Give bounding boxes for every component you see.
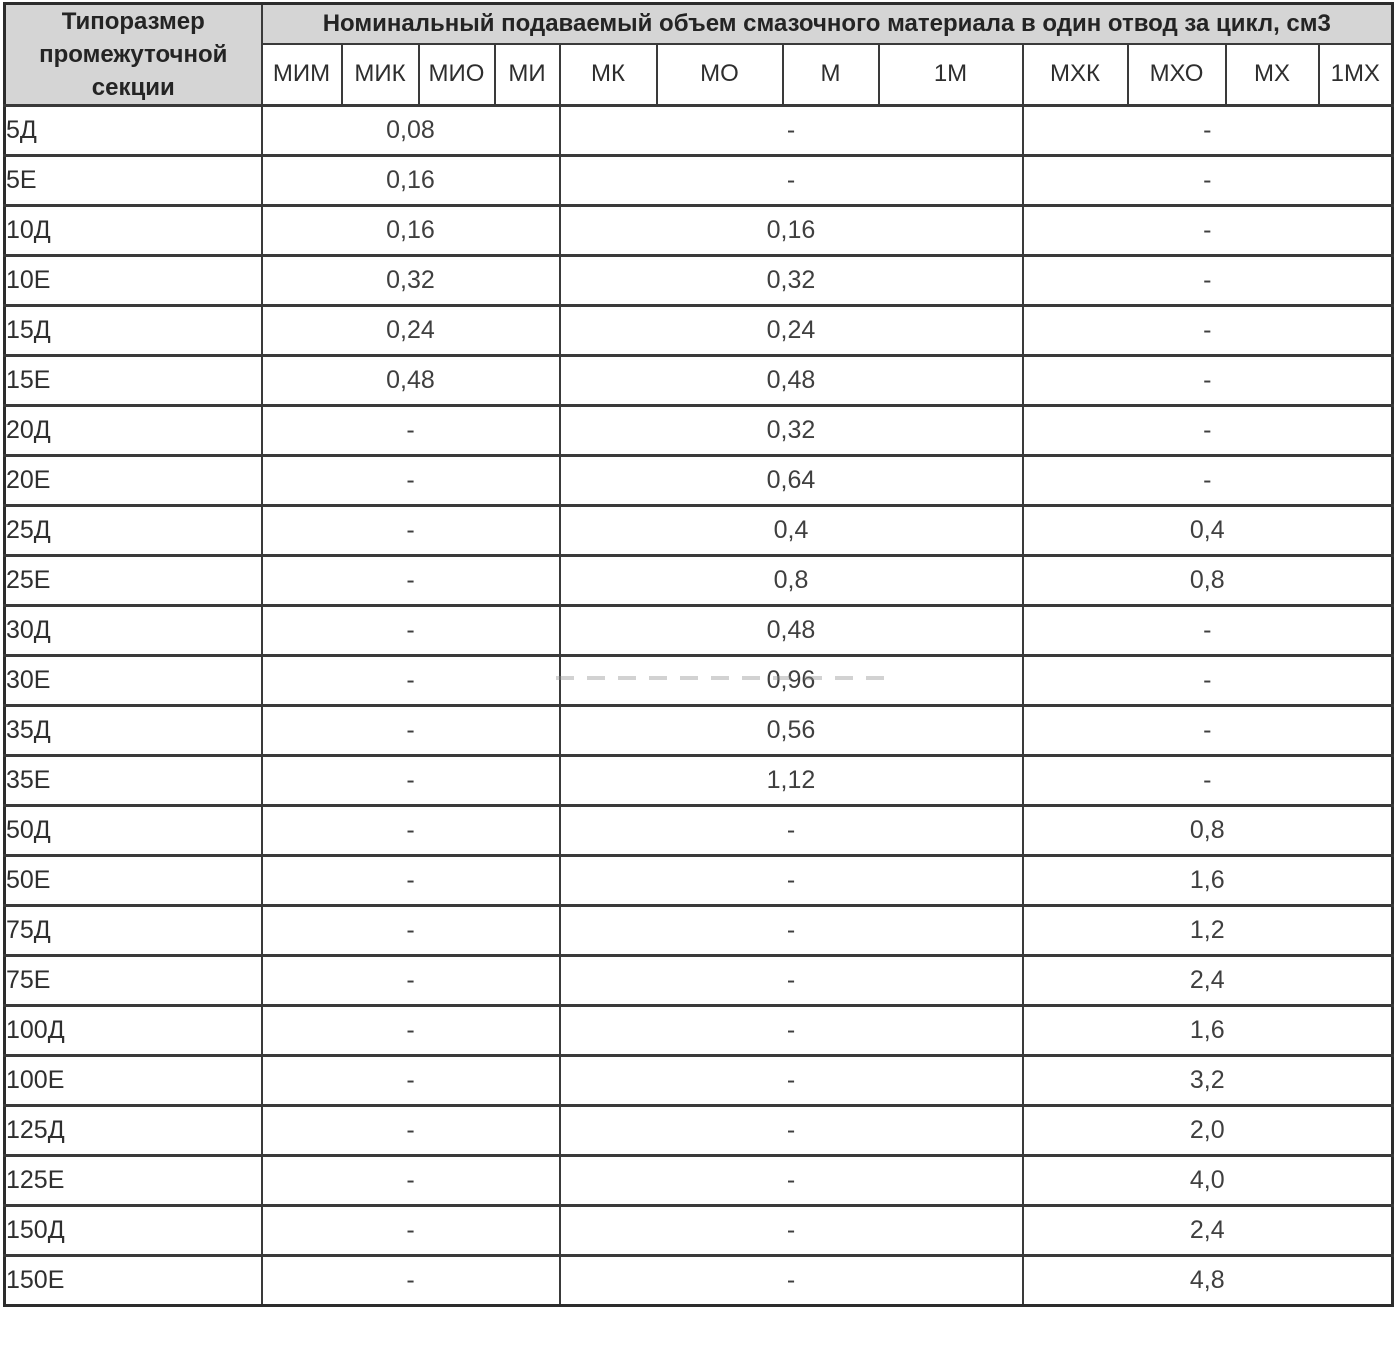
col-header-mho: МХО bbox=[1128, 44, 1226, 106]
table-row bbox=[5, 1206, 1393, 1256]
row-label: 15Д bbox=[5, 306, 262, 356]
value-cell-group3: - bbox=[1023, 106, 1393, 156]
value-cell-group2: - bbox=[560, 906, 1023, 956]
value-cell-group3: - bbox=[1023, 156, 1393, 206]
row-label: 35Е bbox=[5, 756, 262, 806]
value-cell-group1: 0,24 bbox=[262, 306, 560, 356]
value-cell-group2: 0,32 bbox=[560, 406, 1023, 456]
value-cell-group2: - bbox=[560, 806, 1023, 856]
row-label: 5Д bbox=[5, 106, 262, 156]
value-cell-group1: - bbox=[262, 1006, 560, 1056]
value-cell-group3: - bbox=[1023, 706, 1393, 756]
value-cell-group3: - bbox=[1023, 306, 1393, 356]
value-cell-group1: - bbox=[262, 406, 560, 456]
table-row bbox=[5, 1056, 1393, 1106]
table-row bbox=[5, 956, 1393, 1006]
value-cell-group1: - bbox=[262, 456, 560, 506]
value-cell-group1: 0,16 bbox=[262, 206, 560, 256]
value-cell-group3: 0,8 bbox=[1023, 806, 1393, 856]
col-header-mh: МХ bbox=[1226, 44, 1319, 106]
table-row bbox=[5, 656, 1393, 706]
row-label: 20Д bbox=[5, 406, 262, 456]
value-cell-group2: 0,56 bbox=[560, 706, 1023, 756]
value-cell-group1: - bbox=[262, 556, 560, 606]
value-cell-group2: - bbox=[560, 956, 1023, 1006]
value-cell-group1: - bbox=[262, 606, 560, 656]
value-cell-group1: - bbox=[262, 1256, 560, 1306]
col-header-mhk: МХК bbox=[1023, 44, 1128, 106]
lubricant-volume-table bbox=[3, 2, 1394, 1307]
col-header-mk: МК bbox=[560, 44, 657, 106]
value-cell-group1: 0,48 bbox=[262, 356, 560, 406]
row-label: 50Д bbox=[5, 806, 262, 856]
value-cell-group3: 4,0 bbox=[1023, 1156, 1393, 1206]
col-header-mo: МО bbox=[657, 44, 783, 106]
value-cell-group1: - bbox=[262, 656, 560, 706]
table-row bbox=[5, 406, 1393, 456]
spec-table-container bbox=[3, 2, 1394, 1307]
row-label: 30Д bbox=[5, 606, 262, 656]
value-cell-group2: - bbox=[560, 106, 1023, 156]
value-cell-group2: 0,16 bbox=[560, 206, 1023, 256]
row-label: 25Е bbox=[5, 556, 262, 606]
table-row bbox=[5, 456, 1393, 506]
value-cell-group2: - bbox=[560, 156, 1023, 206]
value-cell-group3: 3,2 bbox=[1023, 1056, 1393, 1106]
row-label: 100Е bbox=[5, 1056, 262, 1106]
col-header-mi: МИ bbox=[495, 44, 560, 106]
value-cell-group2: 0,8 bbox=[560, 556, 1023, 606]
value-cell-group1: - bbox=[262, 1156, 560, 1206]
row-label: 100Д bbox=[5, 1006, 262, 1056]
value-cell-group1: - bbox=[262, 956, 560, 1006]
value-cell-group2: 0,96 bbox=[560, 656, 1023, 706]
value-cell-group2: 0,48 bbox=[560, 356, 1023, 406]
table-row bbox=[5, 756, 1393, 806]
value-cell-group3: 1,2 bbox=[1023, 906, 1393, 956]
table-row bbox=[5, 1156, 1393, 1206]
col-header-mim: МИМ bbox=[262, 44, 342, 106]
table-row bbox=[5, 356, 1393, 406]
table-row bbox=[5, 556, 1393, 606]
value-cell-group3: - bbox=[1023, 656, 1393, 706]
row-label: 20Е bbox=[5, 456, 262, 506]
col-header-mio: МИО bbox=[419, 44, 495, 106]
row-label: 5Е bbox=[5, 156, 262, 206]
row-label: 30Е bbox=[5, 656, 262, 706]
value-cell-group2: 0,64 bbox=[560, 456, 1023, 506]
table-row bbox=[5, 206, 1393, 256]
table-row bbox=[5, 506, 1393, 556]
value-cell-group1: - bbox=[262, 806, 560, 856]
value-cell-group1: - bbox=[262, 1056, 560, 1106]
value-cell-group2: - bbox=[560, 1106, 1023, 1156]
table-row bbox=[5, 106, 1393, 156]
value-cell-group3: 1,6 bbox=[1023, 1006, 1393, 1056]
table-row bbox=[5, 706, 1393, 756]
value-cell-group2: - bbox=[560, 856, 1023, 906]
table-row bbox=[5, 906, 1393, 956]
row-label: 10Е bbox=[5, 256, 262, 306]
value-cell-group2: 0,32 bbox=[560, 256, 1023, 306]
col-header-mik: МИК bbox=[342, 44, 419, 106]
table-row bbox=[5, 306, 1393, 356]
row-label: 50Е bbox=[5, 856, 262, 906]
table-row bbox=[5, 256, 1393, 306]
value-cell-group1: - bbox=[262, 756, 560, 806]
value-cell-group1: - bbox=[262, 506, 560, 556]
table-row bbox=[5, 1256, 1393, 1306]
value-cell-group1: - bbox=[262, 1106, 560, 1156]
value-cell-group1: 0,08 bbox=[262, 106, 560, 156]
value-cell-group3: 1,6 bbox=[1023, 856, 1393, 906]
table-row bbox=[5, 1006, 1393, 1056]
value-cell-group2: - bbox=[560, 1256, 1023, 1306]
table-title: Номинальный подаваемый объем смазочного материала в один отвод за цикл, см3 bbox=[262, 4, 1393, 44]
value-cell-group1: 0,32 bbox=[262, 256, 560, 306]
value-cell-group1: 0,16 bbox=[262, 156, 560, 206]
value-cell-group3: - bbox=[1023, 206, 1393, 256]
value-cell-group1: - bbox=[262, 706, 560, 756]
table-row bbox=[5, 806, 1393, 856]
value-cell-group1: - bbox=[262, 906, 560, 956]
value-cell-group1: - bbox=[262, 1206, 560, 1256]
value-cell-group3: - bbox=[1023, 356, 1393, 406]
col-header-1m: 1М bbox=[879, 44, 1023, 106]
row-label: 15Е bbox=[5, 356, 262, 406]
value-cell-group2: - bbox=[560, 1206, 1023, 1256]
value-cell-group2: 0,24 bbox=[560, 306, 1023, 356]
header-row-title bbox=[5, 4, 1393, 44]
col-header-1mh: 1МХ bbox=[1319, 44, 1393, 106]
table-row bbox=[5, 1106, 1393, 1156]
row-label: 75Е bbox=[5, 956, 262, 1006]
value-cell-group2: 0,4 bbox=[560, 506, 1023, 556]
table-row bbox=[5, 856, 1393, 906]
table-row bbox=[5, 156, 1393, 206]
value-cell-group1: - bbox=[262, 856, 560, 906]
value-cell-group2: 1,12 bbox=[560, 756, 1023, 806]
value-cell-group3: - bbox=[1023, 456, 1393, 506]
value-cell-group2: 0,48 bbox=[560, 606, 1023, 656]
value-cell-group2: - bbox=[560, 1006, 1023, 1056]
value-cell-group3: 0,8 bbox=[1023, 556, 1393, 606]
value-cell-group3: - bbox=[1023, 256, 1393, 306]
row-label: 125Е bbox=[5, 1156, 262, 1206]
value-cell-group3: 0,4 bbox=[1023, 506, 1393, 556]
row-label: 25Д bbox=[5, 506, 262, 556]
value-cell-group3: 2,0 bbox=[1023, 1106, 1393, 1156]
value-cell-group3: 2,4 bbox=[1023, 1206, 1393, 1256]
row-label: 75Д bbox=[5, 906, 262, 956]
row-label: 10Д bbox=[5, 206, 262, 256]
row-label: 125Д bbox=[5, 1106, 262, 1156]
table-row bbox=[5, 606, 1393, 656]
value-cell-group3: 2,4 bbox=[1023, 956, 1393, 1006]
row-label: 150Д bbox=[5, 1206, 262, 1256]
value-cell-group3: - bbox=[1023, 606, 1393, 656]
value-cell-group2: - bbox=[560, 1056, 1023, 1106]
col-header-m: М bbox=[783, 44, 879, 106]
value-cell-group3: - bbox=[1023, 756, 1393, 806]
corner-header: Типоразмер промежуточной секции bbox=[5, 4, 262, 106]
value-cell-group2: - bbox=[560, 1156, 1023, 1206]
value-cell-group3: 4,8 bbox=[1023, 1256, 1393, 1306]
value-cell-group3: - bbox=[1023, 406, 1393, 456]
row-label: 150Е bbox=[5, 1256, 262, 1306]
row-label: 35Д bbox=[5, 706, 262, 756]
